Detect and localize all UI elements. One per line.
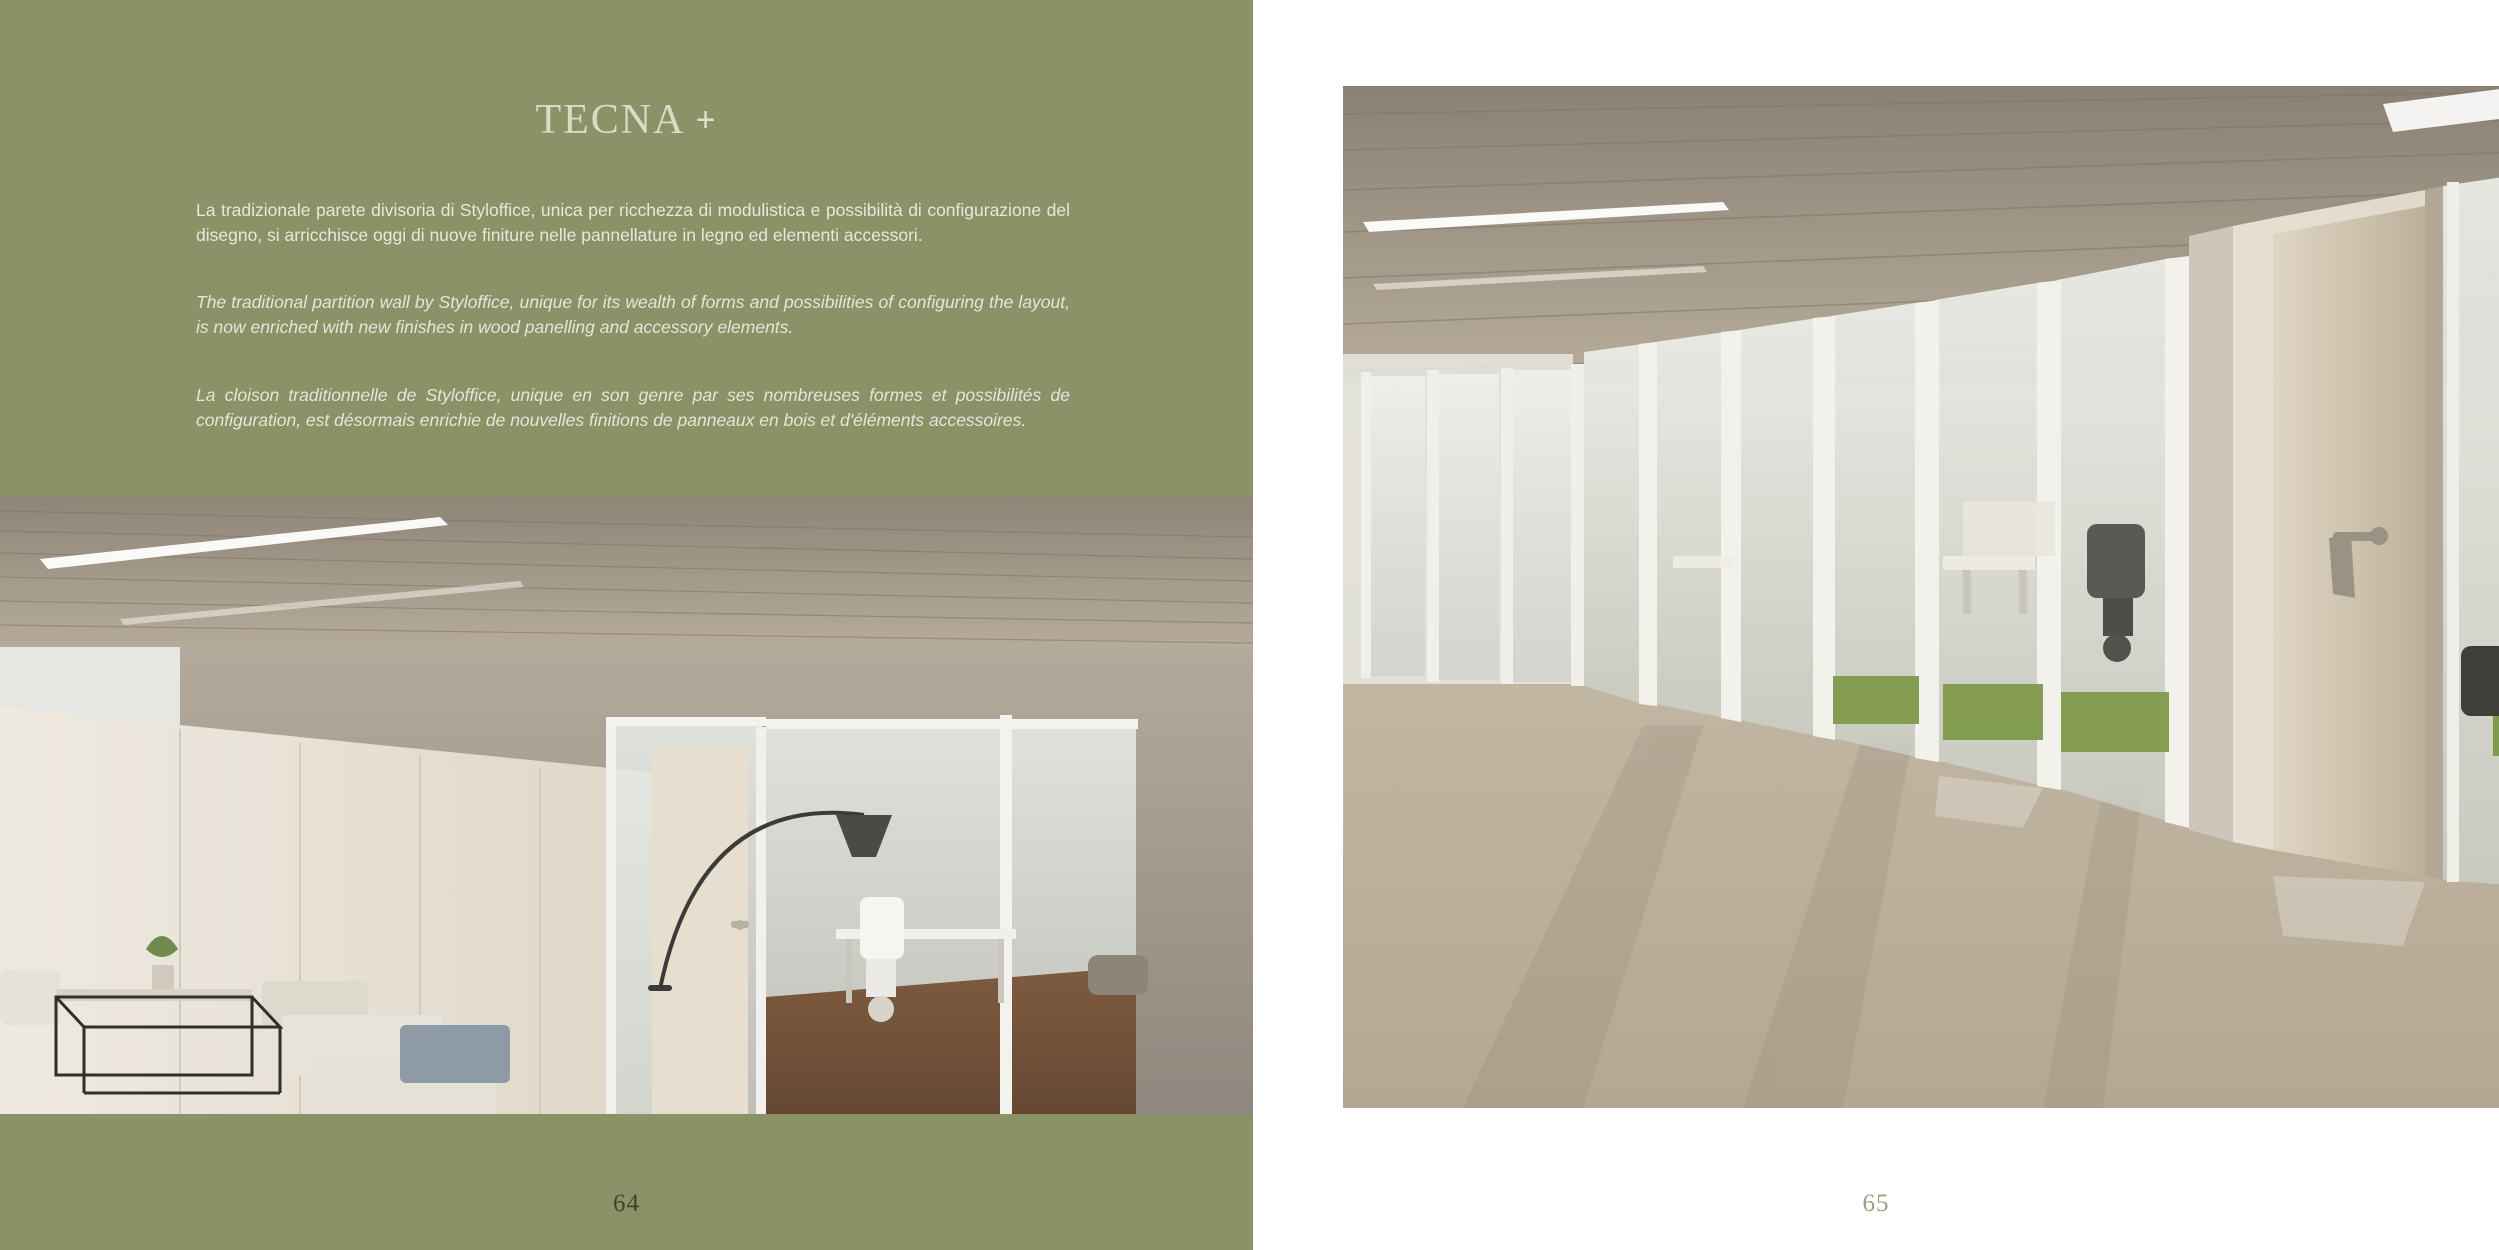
page-number-left: 64 xyxy=(613,1190,640,1217)
paragraph-italian: La tradizionale parete divisoria di Styloffice, unica per ricchezza di modulistica e possibilità di configurazione del disegno, si arricchisce oggi di nuove finiture nelle pannellature in legno ed elementi accessori. xyxy=(196,200,1070,245)
page-title xyxy=(0,96,1253,144)
right-page xyxy=(1253,0,2499,1250)
paragraph-english: The traditional partition wall by Styloffice, unique for its wealth of forms and possibilities of configuring the layout, is now enriched with new finishes in wood panelling and accessory elements. xyxy=(196,292,1070,337)
right-page-photo xyxy=(1343,86,2499,1108)
curved-corridor-illustration xyxy=(1343,86,2499,1108)
left-page-photo xyxy=(0,497,1253,1114)
paragraph-french: La cloison traditionnelle de Styloffice, unique en son genre par ses nombreuses formes et possibilités de configuration, est désormais enrichie de nouvelles finitions de panneaux en bois et d'éléments accessoires. xyxy=(196,385,1070,430)
page-title-text: TECNA xyxy=(535,97,684,143)
page-number-right: 65 xyxy=(1862,1190,1890,1217)
office-interior-illustration xyxy=(0,497,1253,1114)
page-title-plus: + xyxy=(695,101,718,139)
